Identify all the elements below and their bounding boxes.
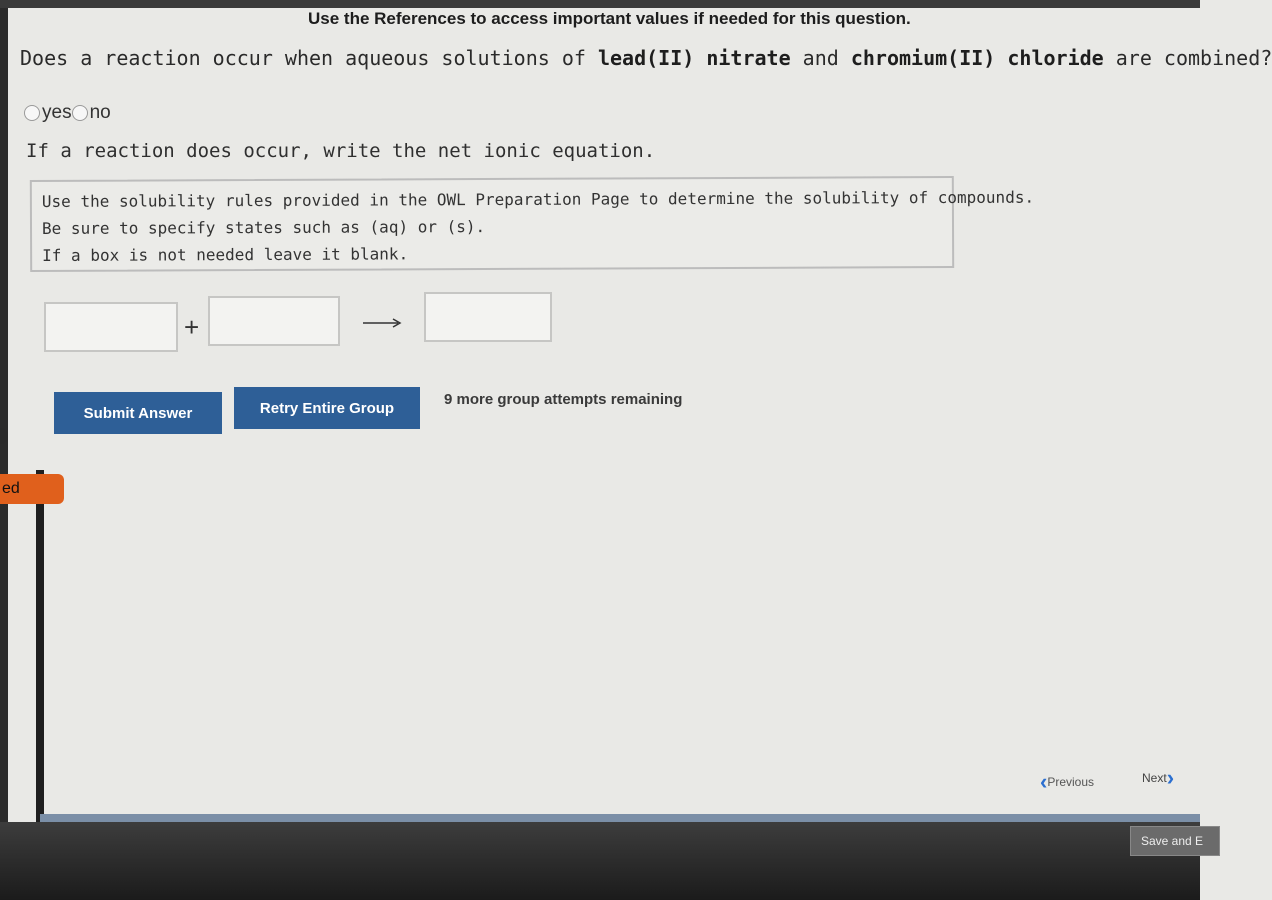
reactant-2-input[interactable]: [208, 296, 340, 346]
question-suffix: are combined?: [1103, 46, 1272, 70]
side-tab-label: ed: [2, 480, 20, 497]
chevron-left-icon: ‹: [1040, 769, 1048, 794]
left-rail: [36, 470, 44, 860]
reactant-1-input[interactable]: [44, 302, 178, 352]
save-and-exit-button[interactable]: Save and E: [1130, 826, 1220, 856]
yes-label[interactable]: yes: [42, 102, 72, 123]
next-label: Next: [1142, 771, 1167, 785]
reaction-arrow-icon: [362, 318, 402, 328]
instruction-text: If a reaction does occur, write the net ionic equation.: [26, 140, 656, 162]
compound-1: lead(II) nitrate: [597, 46, 791, 70]
chevron-right-icon: ›: [1166, 765, 1175, 790]
question-prefix: Does a reaction occur when aqueous solutions of: [20, 46, 598, 70]
info-line-2: Be sure to specify states such as (aq) or (s).: [41, 217, 486, 238]
compound-2: chromium(II) chloride: [850, 46, 1104, 70]
previous-button[interactable]: [1040, 769, 1095, 794]
product-input[interactable]: [424, 292, 552, 342]
info-line-1: Use the solubility rules provided in the OWL Preparation Page to determine the solubility of compounds.: [41, 187, 1035, 211]
info-box: [30, 176, 1035, 272]
question-text: [20, 46, 1272, 70]
side-tab[interactable]: [0, 474, 64, 504]
retry-group-button[interactable]: Retry Entire Group: [234, 387, 420, 429]
no-radio[interactable]: [72, 105, 88, 121]
next-button[interactable]: [1142, 765, 1175, 790]
attempts-remaining: 9 more group attempts remaining: [444, 391, 683, 408]
option-no[interactable]: [72, 102, 111, 124]
bottom-accent-bar: [40, 814, 1200, 822]
option-yes[interactable]: [24, 102, 72, 124]
top-bezel: [0, 0, 1200, 8]
reaction-options: [24, 102, 111, 124]
left-bezel: [0, 8, 8, 828]
bottom-bezel: [0, 822, 1200, 900]
no-label[interactable]: no: [89, 102, 111, 123]
submit-answer-button[interactable]: Submit Answer: [54, 392, 222, 434]
references-notice: Use the References to access important values if needed for this question.: [308, 9, 911, 28]
yes-radio[interactable]: [24, 105, 40, 121]
previous-label: Previous: [1047, 775, 1095, 789]
question-middle: and: [790, 46, 851, 70]
info-line-3: If a box is not needed leave it blank.: [42, 244, 409, 265]
plus-sign: +: [184, 312, 200, 342]
